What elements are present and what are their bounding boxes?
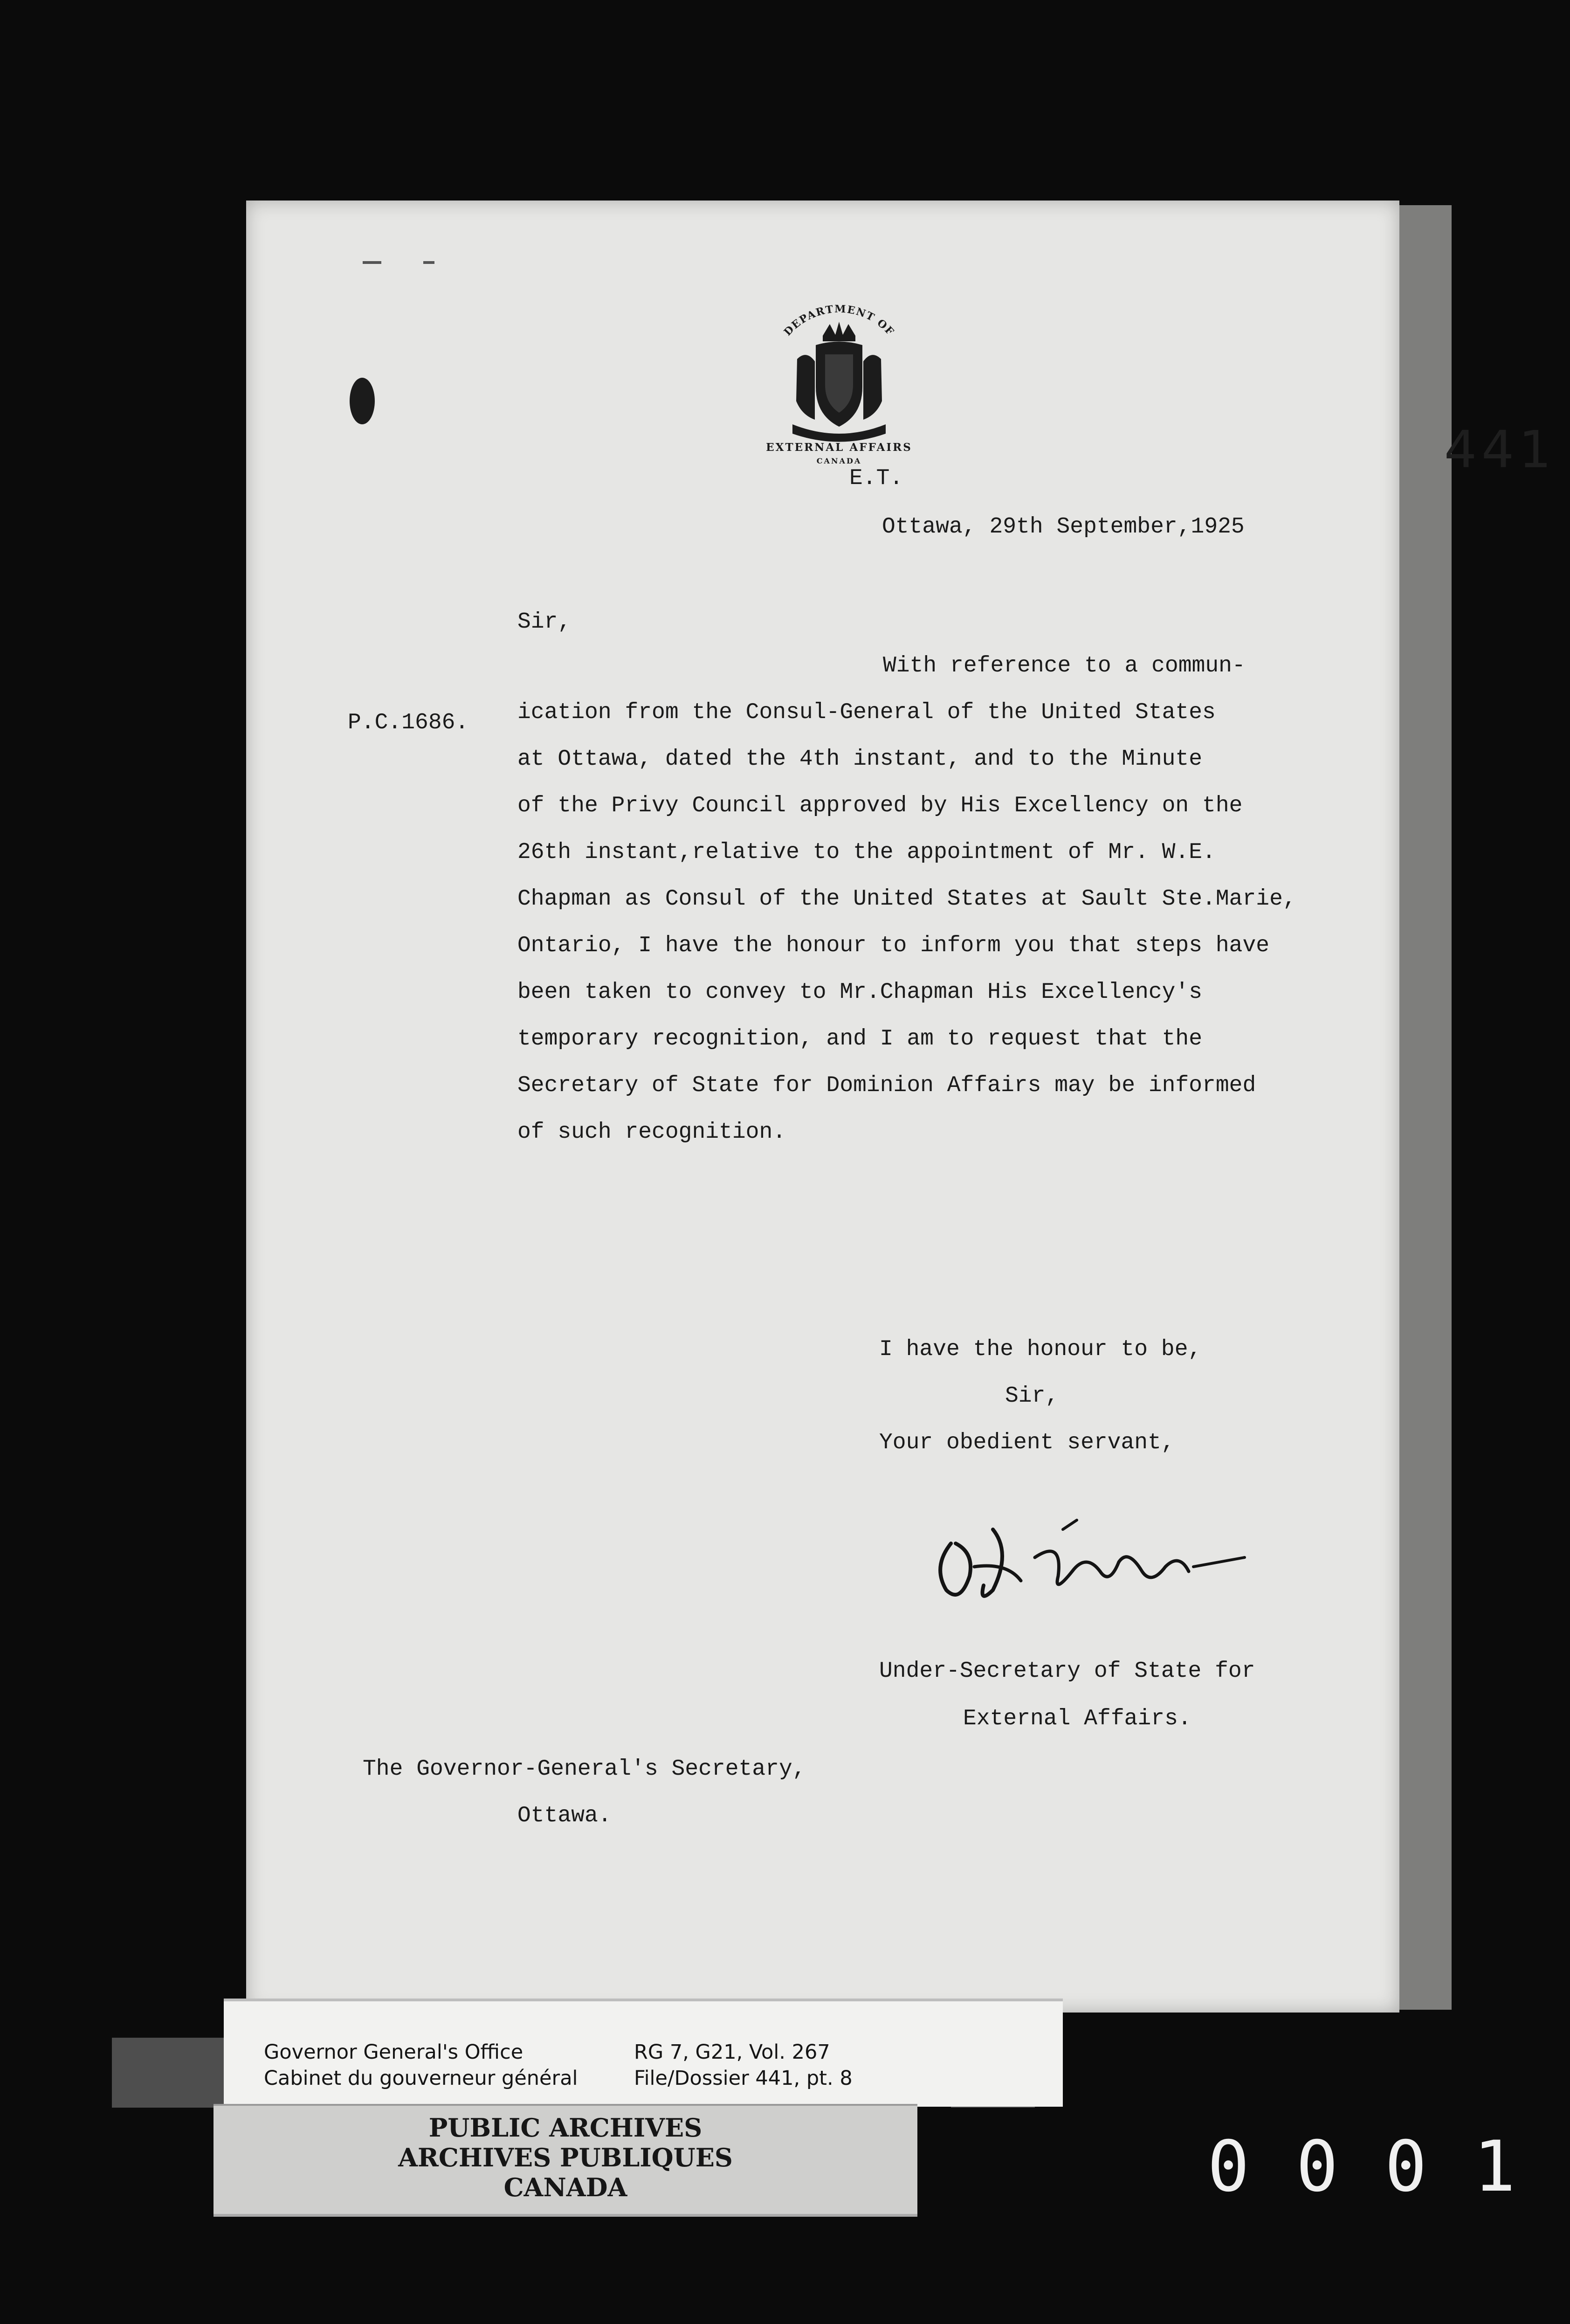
archives-fr: ARCHIVES PUBLIQUES [398,2143,733,2172]
body-line: temporary recognition, and I am to request that the [517,1026,1203,1051]
recipient-line: The Governor-General's Secretary, [363,1757,806,1782]
body-line: Ontario, I have the honour to inform you that steps have [517,933,1270,958]
archives-country: CANADA [503,2172,627,2202]
margin-reference: P.C.1686. [348,710,469,735]
label-shadow [112,2038,224,2108]
dept-top-text: DEPARTMENT OF [781,303,897,339]
office-en: Governor General's Office [264,2040,523,2064]
archive-reference-label [224,1999,1063,2107]
recipient-line: Ottawa. [517,1803,612,1828]
signatory-title-line: Under-Secretary of State for [879,1659,1255,1684]
body-line: of the Privy Council approved by His Excellency on the [517,793,1243,818]
letter-page [246,201,1556,2013]
punch-mark [423,261,434,264]
body-line: Chapman as Consul of the United States at Sault Ste.Marie, [517,886,1296,912]
archive-reference: RG 7, G21, Vol. 267 [634,2040,830,2064]
body-line: ication from the Consul-General of the United States [517,700,1216,725]
body-line: With reference to a commun- [883,653,1246,678]
salutation: Sir, [517,609,572,635]
body-line: been taken to convey to Mr.Chapman His Excellency's [517,980,1203,1005]
office-fr: Cabinet du gouverneur général [264,2067,578,2090]
dept-name-block [751,441,928,465]
body-line: Secretary of State for Dominion Affairs may be informed [517,1073,1256,1098]
folio-number: 441 [1444,420,1556,479]
initials: E.T. [849,466,903,491]
punch-mark [363,261,381,264]
closing-line: Sir, [1005,1383,1059,1409]
letter-date: Ottawa, 29th September,1925 [882,514,1245,540]
closing-line: Your obedient servant, [879,1430,1175,1455]
signatory-title-line: External Affairs. [963,1706,1191,1731]
body-line: at Ottawa, dated the 4th instant, and to the Minute [517,747,1203,772]
frame-number: 0001 [1207,2126,1563,2207]
body-line: of such recognition. [517,1120,786,1145]
handwritten-signature [923,1511,1259,1613]
dept-name: EXTERNAL AFFAIRS [766,441,912,454]
closing-line: I have the honour to be, [879,1337,1202,1362]
archives-en: PUBLIC ARCHIVES [428,2113,702,2143]
ink-blot [350,378,375,424]
body-line: 26th instant,relative to the appointment of Mr. W.E. [517,840,1216,865]
dept-country: CANADA [816,456,862,465]
file-reference: File/Dossier 441, pt. 8 [634,2067,853,2090]
archives-name-label [213,2104,917,2217]
